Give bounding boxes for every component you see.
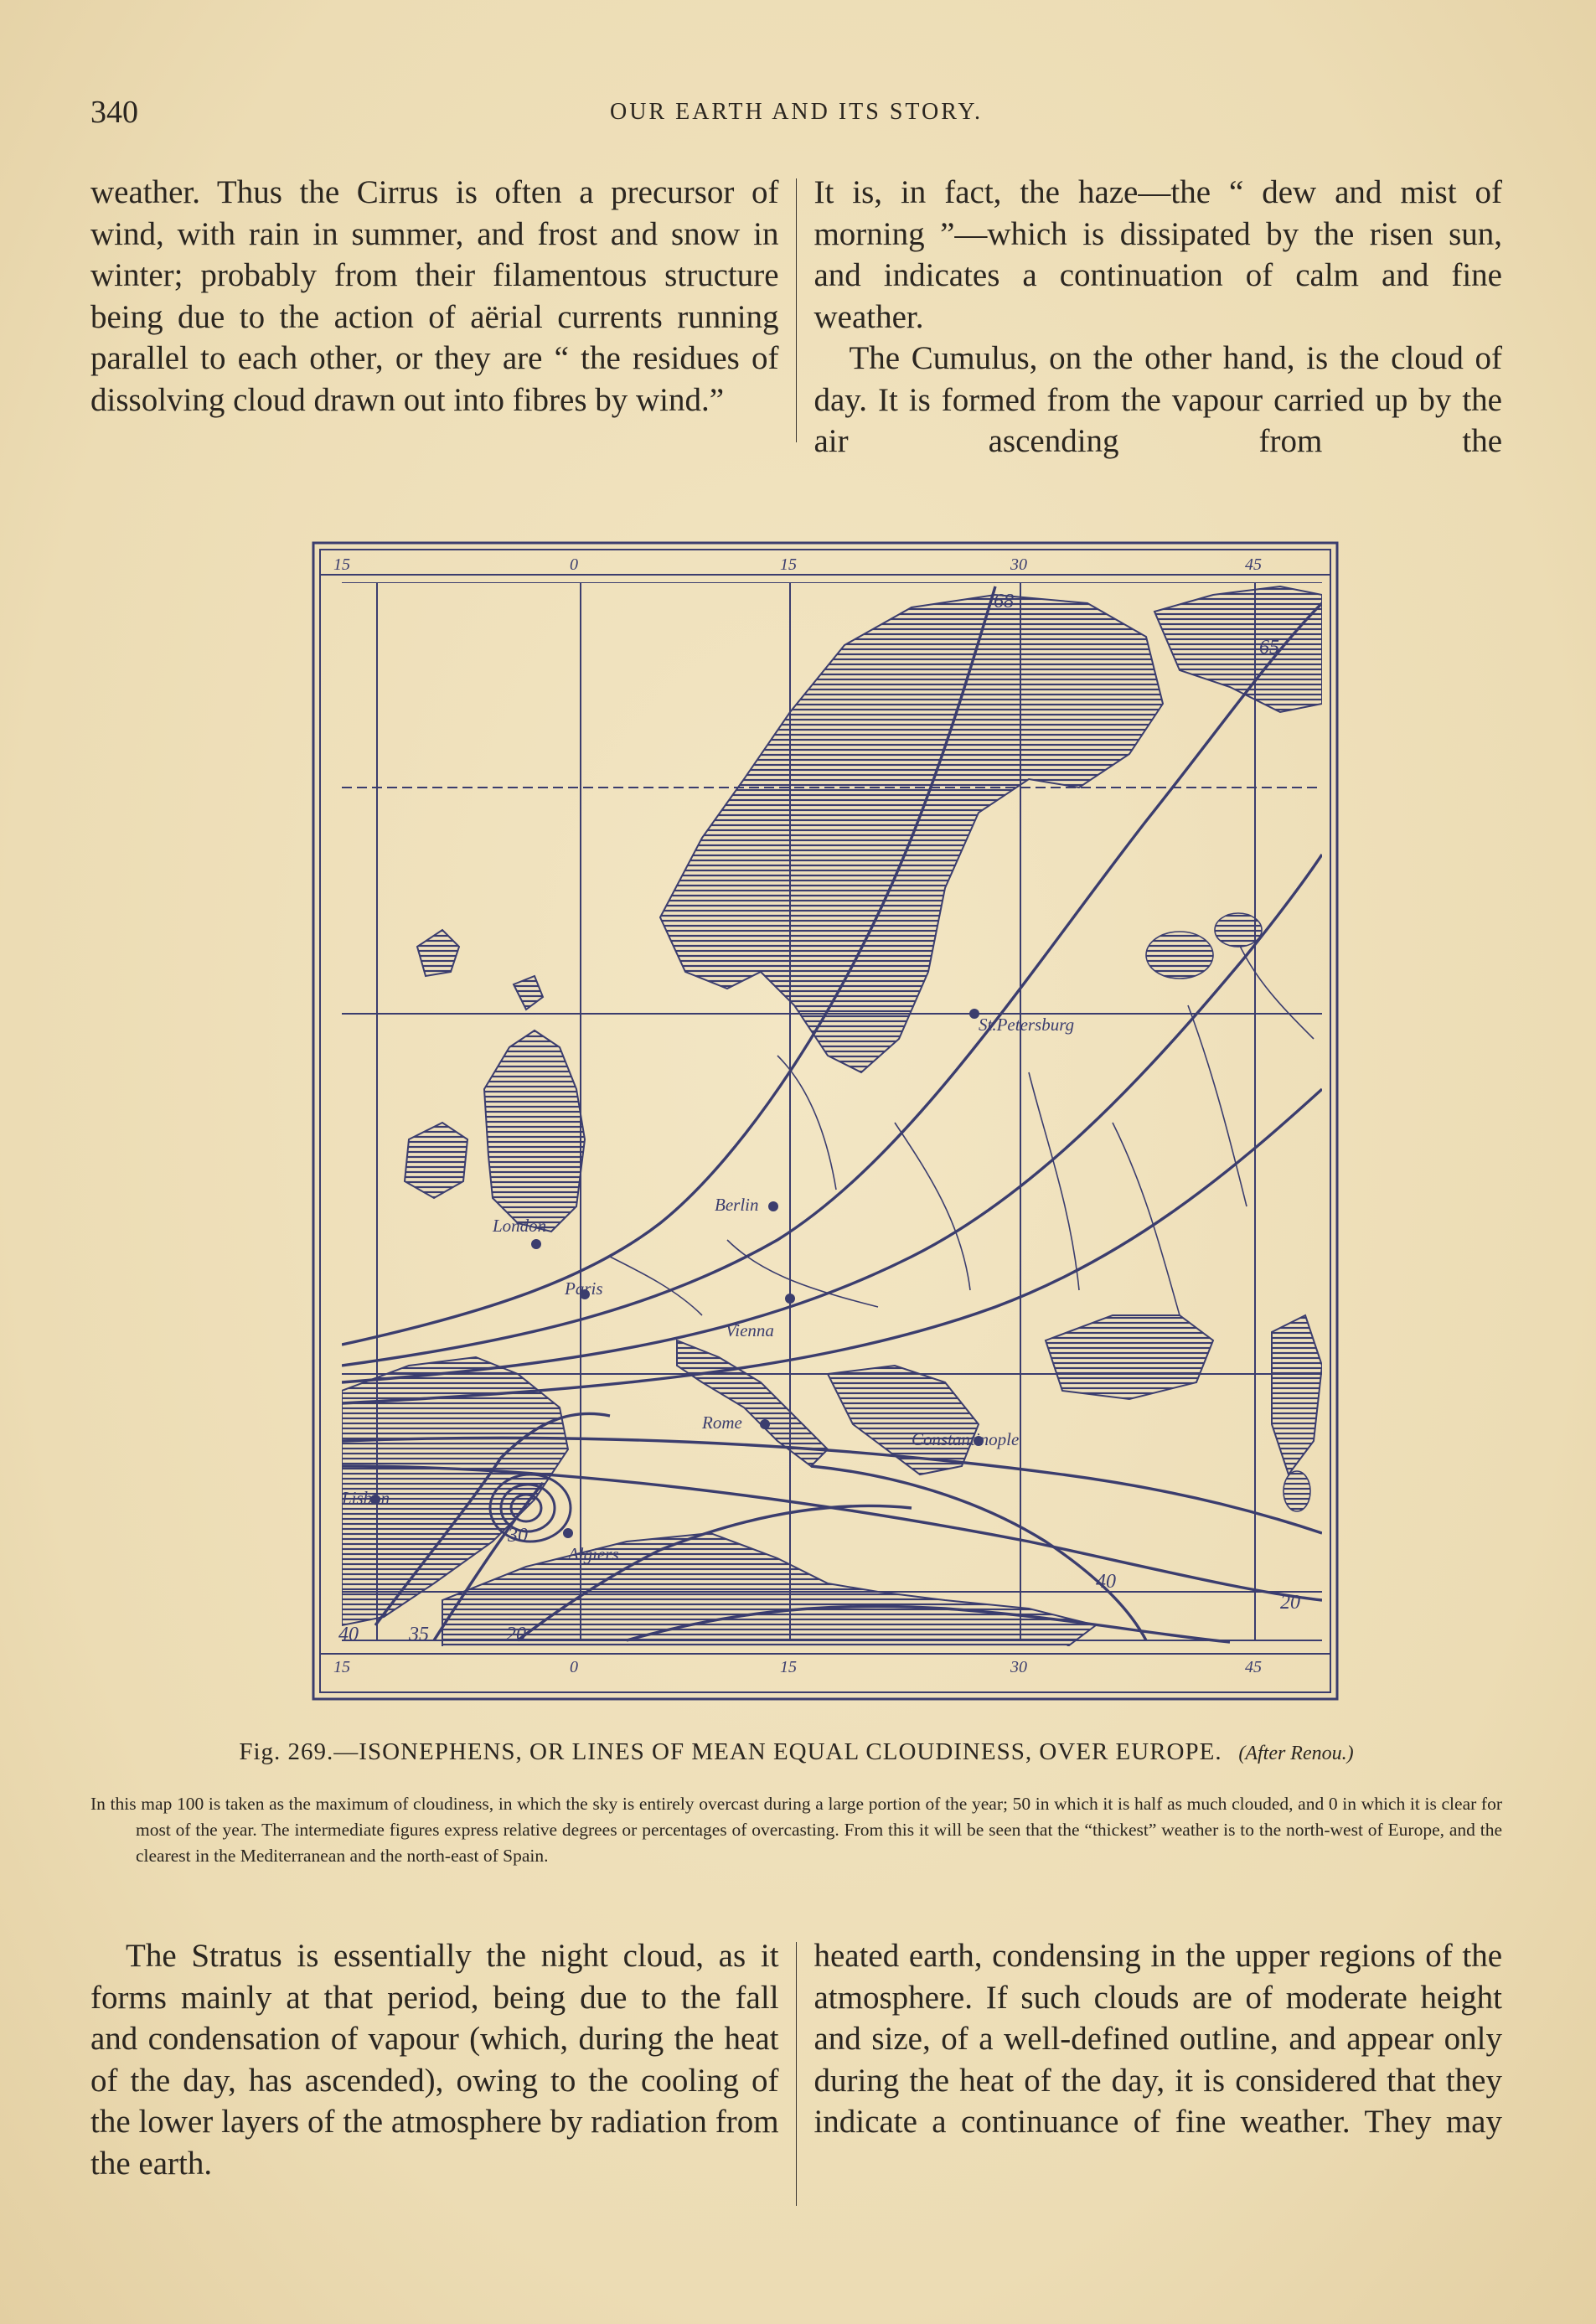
label-st-petersburg: St.Petersburg — [979, 1015, 1075, 1035]
figure-note: In this map 100 is taken as the maximum of cloudiness, in which the sky is entirely overcast during a large portion of the year; 50 in which it is half as much clouded, and 0 in which it is clear for most of the year. The intermediate figures express relative degrees or percentages of overcasting. From this it will be seen that the “thickest” weather is to the north-west of Europe, and the clearest in the Mediterranean and the north-east of Spain. — [90, 1794, 1502, 1866]
isoneph-label-30: 30 — [508, 1525, 528, 1547]
label-london: London — [493, 1216, 547, 1236]
scale-bottom-0: 15 — [333, 1658, 350, 1676]
page-number: 340 — [90, 95, 138, 130]
scale-top-0: 15 — [333, 555, 350, 574]
running-head — [90, 94, 1502, 144]
isoneph-label-20-west: 20 — [506, 1624, 526, 1645]
bottom-left-column — [90, 1935, 779, 2203]
map-svg — [308, 536, 1343, 1705]
paragraph: The Stratus is essentially the night cloud, as it forms mainly at that period, being due to the fall and condensation of vapour (which, during the heat of the day, has ascended), owing to the cooling of the lower layers of the atmosphere by radiation from the earth. — [90, 1938, 779, 2182]
scale-bottom-4: 45 — [1245, 1658, 1262, 1676]
land-hatching — [342, 586, 1322, 1650]
figure-title: Fig. 269.—ISONEPHENS, OR LINES OF MEAN EQUAL CLOUDINESS, OVER EUROPE. — [239, 1738, 1222, 1765]
top-left-column — [90, 172, 779, 478]
bottom-right-column — [813, 1935, 1502, 2203]
running-title: OUR EARTH AND ITS STORY. — [609, 99, 983, 125]
figure-caption — [90, 1738, 1502, 1766]
label-rome: Rome — [702, 1412, 742, 1433]
scale-bottom-1: 0 — [570, 1658, 578, 1676]
bottom-text-columns — [90, 1935, 1502, 2203]
scale-top-3: 30 — [1010, 555, 1027, 574]
europe-cloudiness-map — [308, 536, 1343, 1705]
scale-top-2: 15 — [780, 555, 797, 574]
label-vienna: Vienna — [726, 1320, 774, 1340]
scale-bottom-3: 30 — [1010, 1658, 1027, 1676]
scale-top-1: 0 — [570, 555, 578, 574]
isoneph-minimum-rings — [490, 1474, 571, 1542]
label-constantinople: Constantinople — [912, 1429, 1020, 1449]
isoneph-label-20-east: 20 — [1280, 1592, 1300, 1614]
label-berlin: Berlin — [715, 1195, 759, 1215]
paragraph: The Cumulus, on the other hand, is the cloud of day. It is formed from the vapour carried up by the air ascending from the — [813, 340, 1502, 459]
label-algiers: Algiers — [568, 1544, 619, 1564]
isoneph-label-65: 65 — [1259, 637, 1279, 658]
paragraph: weather. Thus the Cirrus is often a precursor of wind, with rain in summer, and frost and snow in winter; probably from their filamentous structure being due to the action of aërial currents running parallel to each other, or they are “ the residues of dissolving cloud drawn out into fibres by wind.” — [90, 174, 779, 418]
isoneph-label-40-west: 40 — [338, 1624, 359, 1645]
top-right-column — [813, 172, 1502, 478]
scale-top-4: 45 — [1245, 555, 1262, 574]
isoneph-label-68: 68 — [994, 591, 1014, 612]
isoneph-label-35: 35 — [409, 1624, 429, 1645]
column-divider — [796, 1942, 798, 2206]
isoneph-label-40-east: 40 — [1096, 1571, 1116, 1593]
scale-bottom-2: 15 — [780, 1658, 797, 1676]
paragraph: It is, in fact, the haze—the “ dew and mist of morning ”—which is dissipated by the risen sun, and indicates a continuation of calm and fine weather. — [813, 174, 1502, 335]
label-lisbon: Lisbon — [342, 1488, 390, 1508]
figure-credit: (After Renou.) — [1238, 1743, 1354, 1764]
paragraph: heated earth, condensing in the upper regions of the atmosphere. If such clouds are of moderate height and size, of a well-defined outline, and appear only during the heat of the day, it is considered that they indicate a continuance of fine weather. They may — [813, 1938, 1502, 2140]
column-divider — [796, 178, 798, 442]
top-text-columns — [90, 172, 1502, 478]
label-paris: Paris — [565, 1278, 603, 1299]
